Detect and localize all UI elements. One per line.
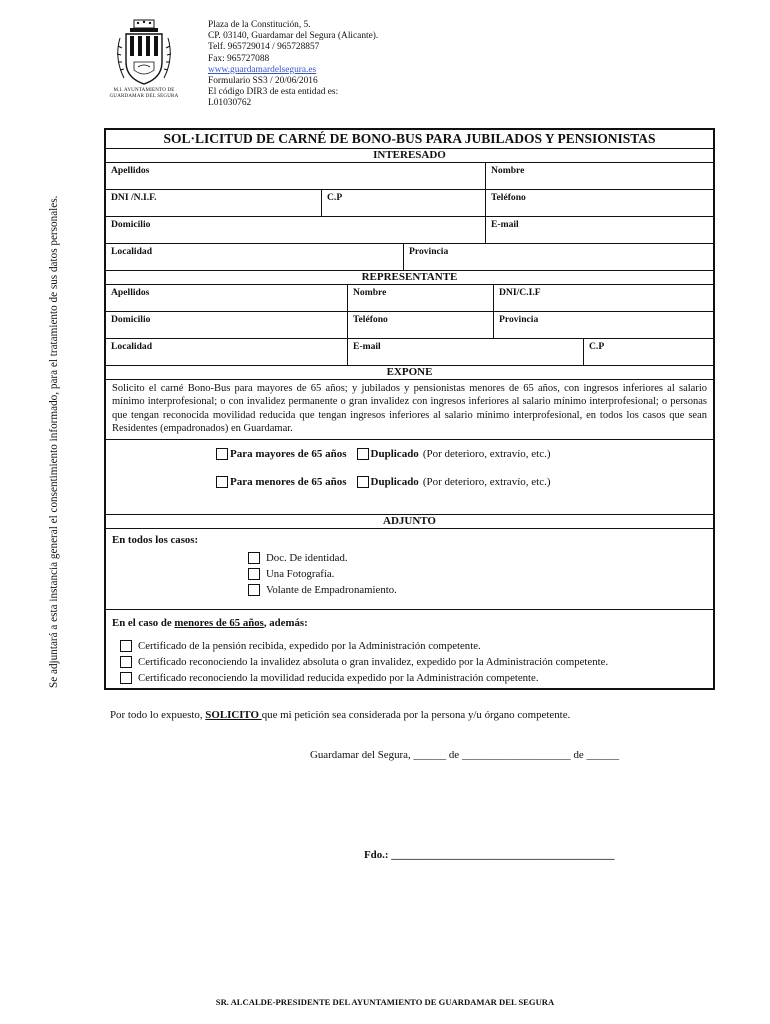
representante-localidad-field[interactable]: Localidad <box>106 339 348 365</box>
card-type-options <box>106 440 713 515</box>
option-menores-label: Para menores de 65 años <box>230 475 347 488</box>
dir3-code: L01030762 <box>208 98 252 109</box>
crest-caption: M.I. AYUNTAMIENTO DE GUARDAMAR DEL SEGURA <box>109 88 179 99</box>
checkbox-cert-movilidad[interactable] <box>120 672 132 684</box>
adjunto-all-cases <box>106 529 713 610</box>
date-line[interactable]: Guardamar del Segura, ______ de ____________________ de ______ <box>310 749 620 761</box>
cert-invalidez-label: Certificado reconociendo la invalidez absoluta o gran invalidez, expedido por la Administración competente. <box>138 655 609 668</box>
side-note: Se adjuntará a esta instancia general el consentimiento informado, para el tratamiento de sus datos personales. <box>48 195 60 688</box>
duplicado-note: (Por deterioro, extravío, etc.) <box>422 475 551 488</box>
coat-of-arms-icon <box>108 18 180 88</box>
checkbox-duplicado-mayores[interactable] <box>357 448 369 460</box>
todos-los-casos-label: En todos los casos: <box>112 533 199 546</box>
representante-dni-field[interactable]: DNI/C.I.F <box>499 287 541 298</box>
fotografia-item[interactable] <box>248 568 334 580</box>
representante-provincia-field[interactable]: Provincia <box>499 314 539 325</box>
interesado-email-field[interactable]: E-mail <box>491 219 519 230</box>
phone-line: Telf. 965729014 / 965728857 <box>208 42 320 53</box>
menores-heading: En el caso de menores de 65 años, además: <box>112 616 308 629</box>
interesado-domicilio-field[interactable]: Domicilio <box>106 217 486 243</box>
dir3-label: El código DIR3 de esta entidad es: <box>208 87 339 98</box>
interesado-provincia-field[interactable]: Provincia <box>409 246 449 257</box>
addressee-footer: SR. ALCALDE-PRESIDENTE DEL AYUNTAMIENTO DE GUARDAMAR DEL SEGURA <box>215 997 555 1007</box>
empadronamiento-label: Volante de Empadronamiento. <box>266 583 397 596</box>
cert-invalidez-item[interactable] <box>120 656 608 668</box>
empadronamiento-item[interactable] <box>248 584 397 596</box>
representante-cp-field[interactable]: C.P <box>589 341 605 352</box>
representante-email-field[interactable]: E-mail <box>348 339 584 365</box>
adjunto-menores <box>106 610 713 688</box>
cert-pension-label: Certificado de la pensión recibida, expedido por la Administración competente. <box>138 639 481 652</box>
checkbox-cert-invalidez[interactable] <box>120 656 132 668</box>
checkbox-mayores[interactable] <box>216 448 228 460</box>
fax-line: Fax: 965727088 <box>208 53 270 64</box>
signature-line[interactable]: Fdo.: _________________________________________ <box>364 849 615 861</box>
checkbox-doc-identidad[interactable] <box>248 552 260 564</box>
checkbox-duplicado-menores[interactable] <box>357 476 369 488</box>
representante-telefono-field[interactable]: Teléfono <box>348 312 494 338</box>
option-mayores-label: Para mayores de 65 años <box>230 447 347 460</box>
doc-identidad-item[interactable] <box>248 552 348 564</box>
section-representante: REPRESENTANTE <box>106 271 713 285</box>
duplicado-label: Duplicado <box>370 475 419 488</box>
interesado-localidad-field[interactable]: Localidad <box>106 244 404 270</box>
checkbox-cert-pension[interactable] <box>120 640 132 652</box>
interesado-nombre-field[interactable]: Nombre <box>491 165 525 176</box>
checkbox-menores[interactable] <box>216 476 228 488</box>
section-adjunto: ADJUNTO <box>106 515 713 529</box>
address-line: Plaza de la Constitución, 5. <box>208 20 311 30</box>
form-code: Formulario SS3 / 20/06/2016 <box>208 76 318 87</box>
section-interesado: INTERESADO <box>106 149 713 163</box>
form-title: SOL·LICITUD DE CARNÉ DE BONO-BUS PARA JUBILADOS Y PENSIONISTAS <box>106 130 713 149</box>
fotografia-label: Una Fotografía. <box>266 567 335 580</box>
doc-identidad-label: Doc. De identidad. <box>266 551 348 564</box>
representante-domicilio-field[interactable]: Domicilio <box>106 312 348 338</box>
expone-text: Solicito el carné Bono-Bus para mayores de 65 años; y jubilados y pensionistas menores de 65 años, con ingresos inferiores al salario mínimo interprofesional; o con invalidez permanente o gran invalidez con ingresos inferiores al salario mínimo interprofesional; o personas que tengan reconocida movilidad reducida que tengan ingresos inferiores al salario mínimo interprofesional, en todos los casos que sean Residentes (empadronados) en Guardamar. <box>106 380 713 440</box>
crest-logo <box>108 18 180 104</box>
representante-apellidos-field[interactable]: Apellidos <box>106 285 348 311</box>
duplicado-label: Duplicado <box>370 447 419 460</box>
cert-pension-item[interactable] <box>120 640 481 652</box>
interesado-apellidos-field[interactable]: Apellidos <box>106 163 486 189</box>
website-link[interactable]: www.guardamardelsegura.es <box>208 64 317 75</box>
application-form <box>104 128 715 690</box>
address-line: CP. 03140, Guardamar del Segura (Alicante). <box>208 31 379 42</box>
option-menores[interactable] <box>216 476 550 488</box>
solicito-statement: Por todo lo expuesto, SOLICITO que mi petición sea considerada por la persona y/u órgano competente. <box>110 709 571 721</box>
checkbox-empadronamiento[interactable] <box>248 584 260 596</box>
address-block <box>208 20 378 110</box>
interesado-telefono-field[interactable]: Teléfono <box>491 192 526 203</box>
representante-nombre-field[interactable]: Nombre <box>348 285 494 311</box>
cert-movilidad-item[interactable] <box>120 672 539 684</box>
checkbox-fotografia[interactable] <box>248 568 260 580</box>
interesado-dni-field[interactable]: DNI /N.I.F. <box>106 190 322 216</box>
option-mayores[interactable] <box>216 448 550 460</box>
duplicado-note: (Por deterioro, extravío, etc.) <box>422 447 551 460</box>
cert-movilidad-label: Certificado reconociendo la movilidad reducida expedido por la Administración competente. <box>138 671 539 684</box>
interesado-cp-field[interactable]: C.P <box>322 190 486 216</box>
section-expone: EXPONE <box>106 366 713 380</box>
